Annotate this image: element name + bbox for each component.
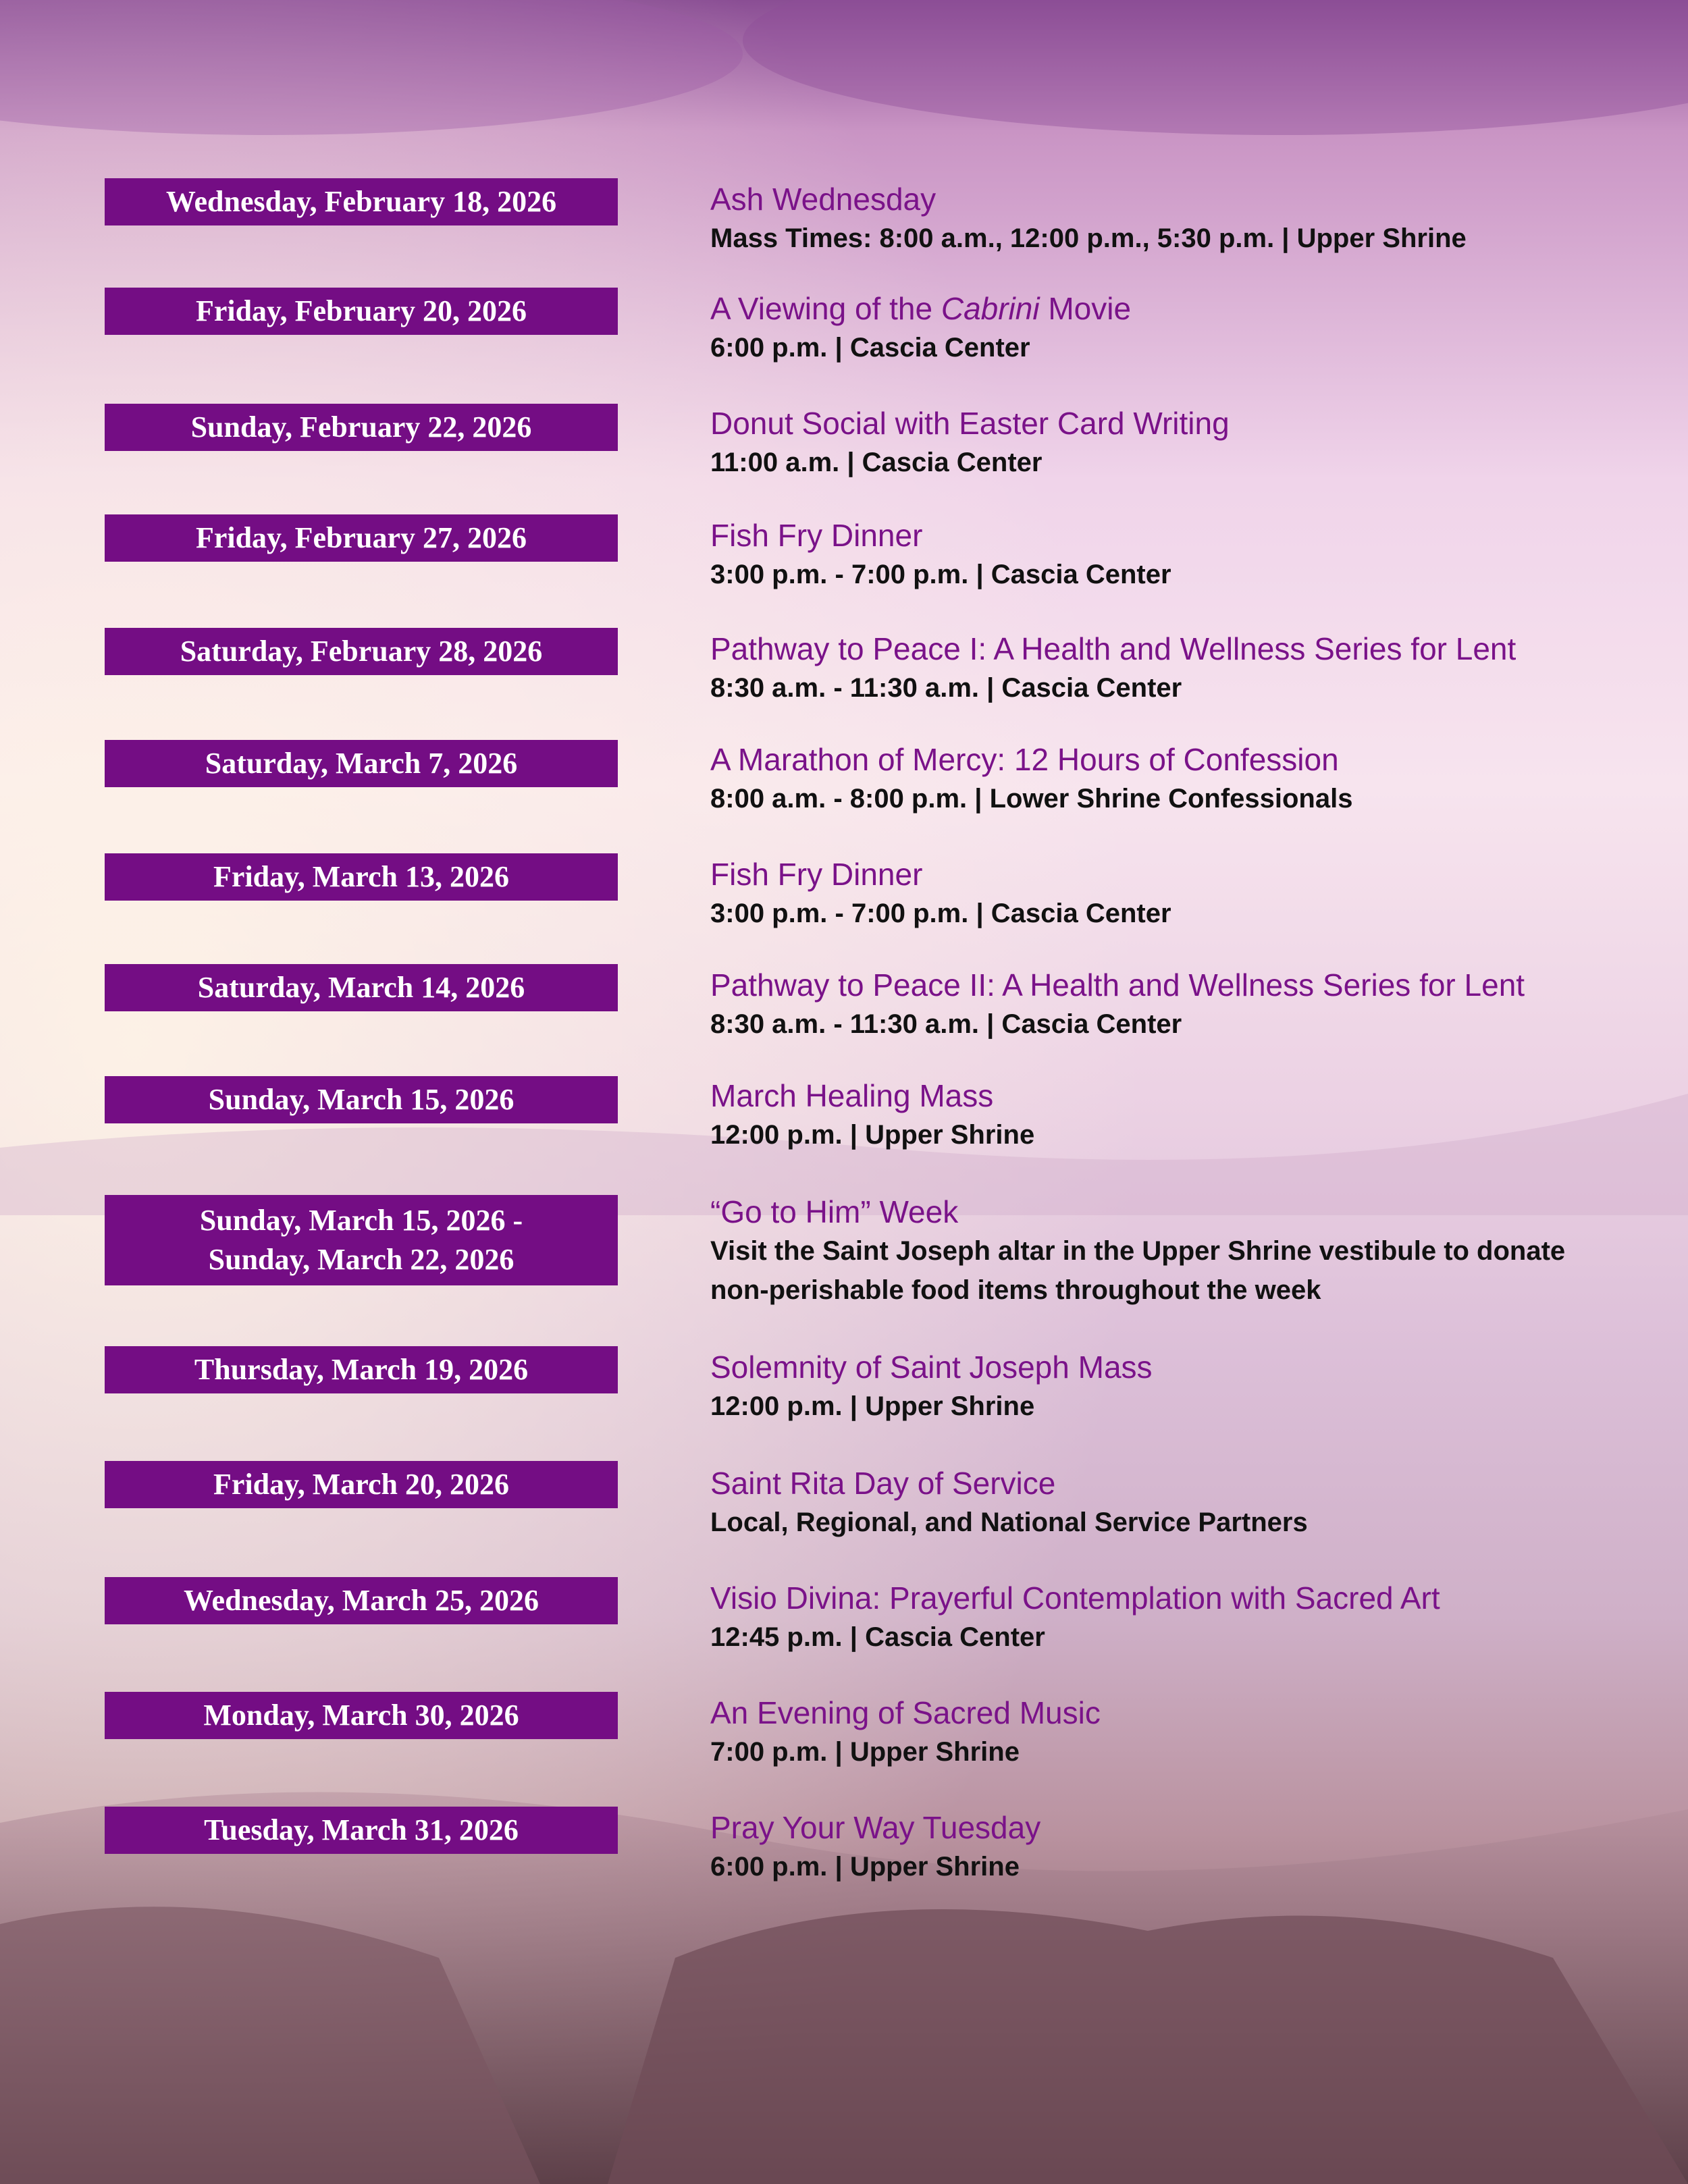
date-badge: Saturday, March 14, 2026 (105, 964, 618, 1011)
event-title: Fish Fry Dinner (710, 857, 923, 892)
event-detail: non-perishable food items throughout the week (710, 1275, 1321, 1305)
date-badge: Saturday, February 28, 2026 (105, 628, 618, 675)
date-badge: Wednesday, February 18, 2026 (105, 178, 618, 225)
date-badge: Sunday, March 15, 2026 (105, 1076, 618, 1123)
event-title: Ash Wednesday (710, 182, 937, 217)
event-title: “Go to Him” Week (710, 1194, 959, 1229)
event-title: Pathway to Peace II: A Health and Wellness Series for Lent (710, 967, 1525, 1003)
event-detail: 3:00 p.m. - 7:00 p.m. | Cascia Center (710, 560, 1171, 589)
event-detail: 7:00 p.m. | Upper Shrine (710, 1737, 1020, 1767)
date-badge: Saturday, March 7, 2026 (105, 740, 618, 787)
event-title: Pray Your Way Tuesday (710, 1810, 1041, 1845)
event-title: Saint Rita Day of Service (710, 1466, 1056, 1501)
event-title: A Marathon of Mercy: 12 Hours of Confession (710, 742, 1339, 777)
event-detail: 12:00 p.m. | Upper Shrine (710, 1391, 1035, 1421)
event-info (710, 1192, 1656, 1310)
date-badge: Friday, March 13, 2026 (105, 853, 618, 901)
event-title: An Evening of Sacred Music (710, 1695, 1101, 1730)
event-detail: 8:30 a.m. - 11:30 a.m. | Cascia Center (710, 673, 1182, 703)
event-detail: 6:00 p.m. | Cascia Center (710, 333, 1030, 363)
event-info (710, 289, 1656, 367)
event-title: Fish Fry Dinner (710, 518, 923, 553)
date-badge: Monday, March 30, 2026 (105, 1692, 618, 1739)
event-info (710, 855, 1656, 933)
event-title: Solemnity of Saint Joseph Mass (710, 1350, 1153, 1385)
event-detail: 8:30 a.m. - 11:30 a.m. | Cascia Center (710, 1009, 1182, 1039)
date-badge: Sunday, February 22, 2026 (105, 404, 618, 451)
date-badge: Wednesday, March 25, 2026 (105, 1577, 618, 1624)
event-info (710, 1464, 1656, 1542)
event-info (710, 180, 1656, 258)
event-detail: Local, Regional, and National Service Partners (710, 1508, 1308, 1537)
event-info (710, 404, 1656, 482)
event-title: A Viewing of the Cabrini Movie (710, 291, 1132, 326)
event-info (710, 1076, 1656, 1154)
event-info (710, 1808, 1656, 1886)
event-title: Visio Divina: Prayerful Contemplation with Sacred Art (710, 1580, 1440, 1616)
event-detail: 11:00 a.m. | Cascia Center (710, 448, 1043, 477)
event-detail: 6:00 p.m. | Upper Shrine (710, 1852, 1020, 1882)
event-info (710, 740, 1656, 818)
event-info (710, 1348, 1656, 1426)
date-badge: Thursday, March 19, 2026 (105, 1346, 618, 1393)
event-detail: 3:00 p.m. - 7:00 p.m. | Cascia Center (710, 899, 1171, 928)
event-detail: 12:00 p.m. | Upper Shrine (710, 1120, 1035, 1150)
event-detail: 12:45 p.m. | Cascia Center (710, 1622, 1045, 1652)
date-badge: Friday, February 27, 2026 (105, 514, 618, 562)
event-title: March Healing Mass (710, 1078, 994, 1113)
event-info (710, 965, 1656, 1044)
event-title: Pathway to Peace I: A Health and Wellness Series for Lent (710, 631, 1516, 666)
event-title: Donut Social with Easter Card Writing (710, 406, 1230, 441)
date-badge: Tuesday, March 31, 2026 (105, 1807, 618, 1854)
date-badge: Friday, February 20, 2026 (105, 288, 618, 335)
event-info (710, 516, 1656, 594)
event-detail: Visit the Saint Joseph altar in the Upper Shrine vestibule to donate (710, 1236, 1566, 1266)
event-detail: 8:00 a.m. - 8:00 p.m. | Lower Shrine Confessionals (710, 784, 1353, 814)
event-info (710, 1578, 1656, 1657)
date-badge: Friday, March 20, 2026 (105, 1461, 618, 1508)
date-badge: Sunday, March 15, 2026 - Sunday, March 22, 2026 (105, 1195, 618, 1285)
event-info (710, 629, 1656, 708)
event-detail: Mass Times: 8:00 a.m., 12:00 p.m., 5:30 p.m. | Upper Shrine (710, 223, 1467, 253)
event-info (710, 1693, 1656, 1772)
